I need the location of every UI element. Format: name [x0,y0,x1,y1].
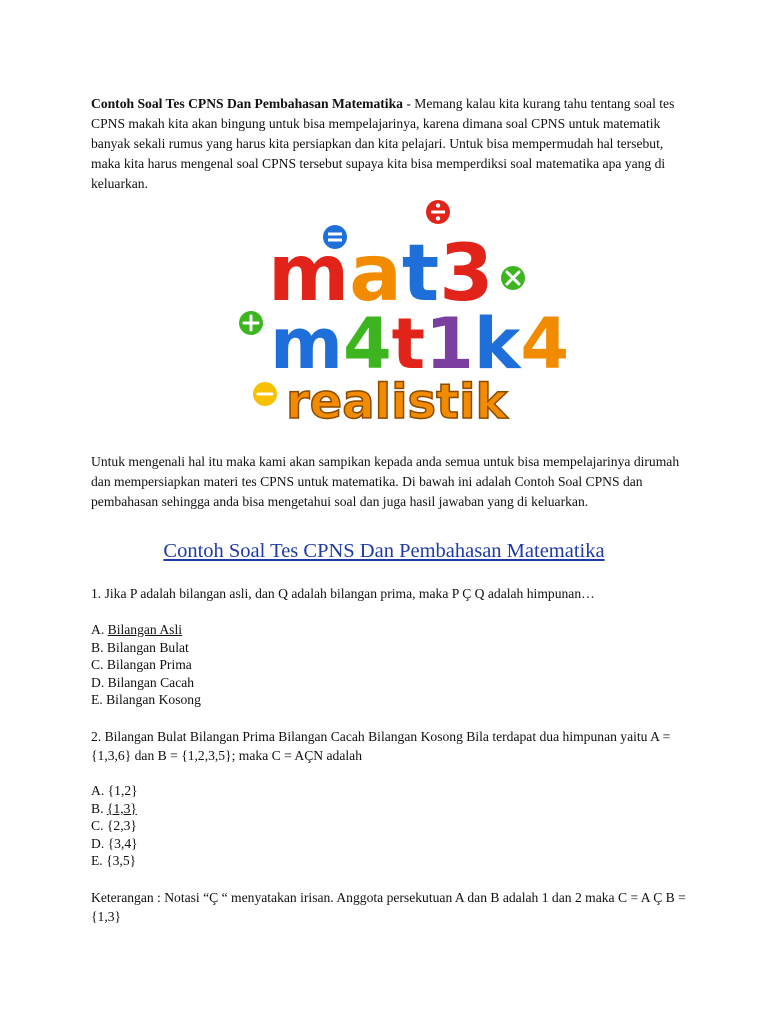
option-e: E. {3,5} [91,853,137,869]
question-2-text: 2. Bilangan Bulat Bilangan Prima Bilangan Cacah Bilangan Kosong Bila terdapat dua himpunan yaitu A = {1,3,6} dan B = {1,2,3,5}; maka C = AÇN adalah [91,729,671,763]
explanation-note: Keterangan : Notasi “Ç “ menyatakan irisan. Anggota persekutuan A dan B adalah 1 dan 2 maka C = A Ç B = {1,3} [91,890,686,924]
intro-text: - Memang kalau kita kurang tahu tentang soal tes CPNS makah kita akan bingung untuk bisa mempelajarinya, karena dimana soal CPNS untuk matematik banyak sekali rumus yang harus kita persiapkan dan kita pelajari. Untuk bisa mempermudah hal tersebut, maka kita harus mengenal soal CPNS tersebut supaya kita bisa memperdiksi soal matematika apa yang di keluarkan. [91,96,675,191]
minus-icon [253,382,277,406]
logo-line2: m4t1k4 [270,303,570,385]
question-1-options [91,621,201,709]
option-e: E. Bilangan Kosong [91,692,201,708]
option-d: D. {3,4} [91,835,138,851]
logo-line1: mat3 [268,229,494,319]
intro-paragraph [91,94,691,194]
intro-bold-title: Contoh Soal Tes CPNS Dan Pembahasan Matematika [91,96,403,111]
multiply-icon [501,266,525,290]
option-b: B. {1,3} [91,800,137,816]
option-a: A. {1,2} [91,783,138,798]
option-c: C. Bilangan Prima [91,657,192,673]
divide-icon [426,200,450,224]
option-b: B. Bilangan Bulat [91,639,189,655]
logo-line3: realistik [286,374,508,430]
matematika-realistik-logo [224,190,570,440]
section-heading: Contoh Soal Tes CPNS Dan Pembahasan Matematika [163,540,605,562]
paragraph-2: Untuk mengenali hal itu maka kami akan sampikan kepada anda semua untuk bisa mempelajarinya dirumah dan mempersiapkan materi tes CPNS untuk matematika. Di bawah ini adalah Contoh Soal CPNS dan pembahasan sehingga anda bisa mengetahui soal dan juga hasil jawaban yang di keluarkan. [91,454,680,509]
question-2-options [91,782,138,870]
option-c: C. {2,3} [91,818,137,834]
option-d: D. Bilangan Cacah [91,674,195,690]
plus-icon [239,311,263,335]
question-1-text: 1. Jika P adalah bilangan asli, dan Q adalah bilangan prima, maka P Ç Q adalah himpunan… [91,586,595,601]
option-a: A. Bilangan Asli [91,622,183,637]
